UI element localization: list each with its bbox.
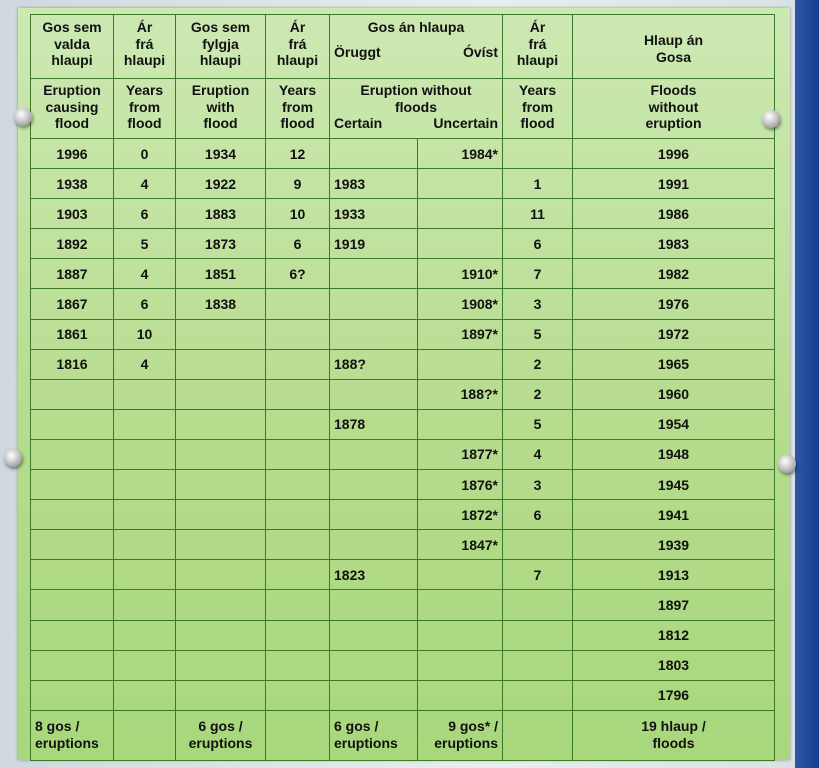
- flood-without-eruption-cell: 1986: [573, 199, 775, 229]
- eruption-uncertain-cell: [418, 620, 503, 650]
- eruption-certain-cell: [330, 590, 418, 620]
- eruption-with-flood-cell: 1934: [176, 139, 266, 169]
- header-years-from-flood-is: Ár frá hlaupi: [503, 15, 573, 79]
- eruption-causing-flood-cell: [31, 680, 114, 710]
- flood-without-eruption-cell: 1812: [573, 620, 775, 650]
- eruption-with-flood-cell: [176, 470, 266, 500]
- eruption-certain-cell: [330, 379, 418, 409]
- eruption-certain-cell: 1823: [330, 560, 418, 590]
- years-from-flood-cell: 5: [114, 229, 176, 259]
- eruption-uncertain-cell: 188?*: [418, 379, 503, 409]
- years-from-flood-cell: [266, 409, 330, 439]
- flood-without-eruption-cell: 1941: [573, 500, 775, 530]
- years-from-flood-cell: 4: [114, 259, 176, 289]
- eruption-uncertain-cell: 1897*: [418, 319, 503, 349]
- years-from-flood-cell: [266, 560, 330, 590]
- years-from-flood-cell: 5: [503, 409, 573, 439]
- flood-without-eruption-cell: 1976: [573, 289, 775, 319]
- flood-without-eruption-cell: 1996: [573, 139, 775, 169]
- years-from-flood-cell: 2: [503, 379, 573, 409]
- eruption-causing-flood-cell: 1938: [31, 169, 114, 199]
- eruption-certain-cell: [330, 439, 418, 469]
- eruption-with-flood-cell: 1851: [176, 259, 266, 289]
- eruption-certain-cell: 1933: [330, 199, 418, 229]
- years-from-flood-cell: [503, 590, 573, 620]
- eruption-causing-flood-cell: 1887: [31, 259, 114, 289]
- eruption-causing-flood-cell: 1996: [31, 139, 114, 169]
- eruption-with-flood-cell: 1873: [176, 229, 266, 259]
- header-floods-without-eruption-is: Hlaup án Gosa: [573, 15, 775, 79]
- years-from-flood-cell: [266, 590, 330, 620]
- eruption-with-flood-cell: [176, 349, 266, 379]
- years-from-flood-cell: 9: [266, 169, 330, 199]
- table-row: [31, 500, 775, 530]
- years-from-flood-cell: [114, 470, 176, 500]
- years-from-flood-cell: [114, 409, 176, 439]
- years-from-flood-cell: [114, 560, 176, 590]
- years-from-flood-cell: [266, 650, 330, 680]
- years-from-flood-cell: 10: [266, 199, 330, 229]
- years-from-flood-cell: [266, 319, 330, 349]
- years-from-flood-cell: [114, 379, 176, 409]
- eruption-uncertain-cell: 1872*: [418, 500, 503, 530]
- eruption-certain-cell: 1919: [330, 229, 418, 259]
- years-from-flood-cell: 7: [503, 560, 573, 590]
- years-from-flood-cell: 0: [114, 139, 176, 169]
- years-from-flood-cell: [114, 590, 176, 620]
- total-eruptions-certain: 6 gos / eruptions: [330, 710, 418, 760]
- eruption-flood-table-sign: [18, 8, 790, 760]
- eruption-causing-flood-cell: 1903: [31, 199, 114, 229]
- blue-frame-strip: [795, 0, 819, 768]
- header-row-english: [31, 79, 775, 139]
- header-years-from-flood-is: Ár frá hlaupi: [266, 15, 330, 79]
- eruption-with-flood-cell: [176, 560, 266, 590]
- years-from-flood-cell: [266, 289, 330, 319]
- flood-without-eruption-cell: 1913: [573, 560, 775, 590]
- years-from-flood-cell: [114, 650, 176, 680]
- years-from-flood-cell: [266, 620, 330, 650]
- eruption-causing-flood-cell: [31, 470, 114, 500]
- total-eruptions-causing-flood: 8 gos / eruptions: [31, 710, 114, 760]
- eruption-flood-table: [30, 14, 775, 761]
- eruption-certain-cell: [330, 620, 418, 650]
- table-row: [31, 590, 775, 620]
- years-from-flood-cell: 2: [503, 349, 573, 379]
- years-from-flood-cell: 3: [503, 289, 573, 319]
- eruption-causing-flood-cell: 1816: [31, 349, 114, 379]
- header-uncertain-en: Uncertain: [433, 115, 498, 131]
- eruption-uncertain-cell: [418, 650, 503, 680]
- years-from-flood-cell: [503, 680, 573, 710]
- eruption-with-flood-cell: [176, 680, 266, 710]
- table-row: [31, 289, 775, 319]
- years-from-flood-cell: [503, 650, 573, 680]
- flood-without-eruption-cell: 1948: [573, 439, 775, 469]
- total-empty-cell: [114, 710, 176, 760]
- flood-without-eruption-cell: 1982: [573, 259, 775, 289]
- flood-without-eruption-cell: 1954: [573, 409, 775, 439]
- eruption-causing-flood-cell: [31, 439, 114, 469]
- flood-without-eruption-cell: 1803: [573, 650, 775, 680]
- flood-without-eruption-cell: 1991: [573, 169, 775, 199]
- header-certain-en: Certain: [334, 115, 383, 131]
- total-empty-cell: [266, 710, 330, 760]
- years-from-flood-cell: 4: [503, 439, 573, 469]
- header-years-from-flood-en: Years from flood: [503, 79, 573, 139]
- table-row: [31, 259, 775, 289]
- eruption-causing-flood-cell: [31, 650, 114, 680]
- eruption-with-flood-cell: [176, 319, 266, 349]
- eruption-causing-flood-cell: [31, 530, 114, 560]
- flood-without-eruption-cell: 1972: [573, 319, 775, 349]
- flood-without-eruption-cell: 1939: [573, 530, 775, 560]
- total-empty-cell: [503, 710, 573, 760]
- flood-without-eruption-cell: 1796: [573, 680, 775, 710]
- years-from-flood-cell: [266, 349, 330, 379]
- eruption-uncertain-cell: 1876*: [418, 470, 503, 500]
- screw-icon: [14, 108, 32, 126]
- eruption-certain-cell: 1983: [330, 169, 418, 199]
- table-row: [31, 560, 775, 590]
- years-from-flood-cell: 6: [114, 289, 176, 319]
- table-row: [31, 199, 775, 229]
- years-from-flood-cell: [266, 530, 330, 560]
- eruption-certain-cell: 1878: [330, 409, 418, 439]
- eruption-causing-flood-cell: 1867: [31, 289, 114, 319]
- screw-icon: [762, 110, 780, 128]
- eruption-certain-cell: 188?: [330, 349, 418, 379]
- years-from-flood-cell: [114, 620, 176, 650]
- eruption-causing-flood-cell: [31, 620, 114, 650]
- years-from-flood-cell: 11: [503, 199, 573, 229]
- header-row-icelandic: [31, 15, 775, 79]
- eruption-certain-cell: [330, 680, 418, 710]
- header-eruption-with-flood-en: Eruption with flood: [176, 79, 266, 139]
- header-eruption-causing-flood-en: Eruption causing flood: [31, 79, 114, 139]
- years-from-flood-cell: [266, 439, 330, 469]
- eruption-causing-flood-cell: 1861: [31, 319, 114, 349]
- table-row: [31, 169, 775, 199]
- years-from-flood-cell: 7: [503, 259, 573, 289]
- eruption-certain-cell: [330, 500, 418, 530]
- eruption-with-flood-cell: 1838: [176, 289, 266, 319]
- eruption-certain-cell: [330, 259, 418, 289]
- eruption-with-flood-cell: [176, 650, 266, 680]
- eruption-with-flood-cell: [176, 379, 266, 409]
- eruption-certain-cell: [330, 139, 418, 169]
- years-from-flood-cell: 6: [503, 229, 573, 259]
- years-from-flood-cell: [503, 139, 573, 169]
- totals-row: [31, 710, 775, 760]
- years-from-flood-cell: [266, 500, 330, 530]
- eruption-with-flood-cell: 1883: [176, 199, 266, 229]
- screw-icon: [4, 449, 22, 467]
- table-row: [31, 530, 775, 560]
- eruption-certain-cell: [330, 470, 418, 500]
- header-certain-is: Öruggt: [334, 43, 381, 60]
- eruption-with-flood-cell: [176, 439, 266, 469]
- eruption-certain-cell: [330, 530, 418, 560]
- table-row: [31, 229, 775, 259]
- years-from-flood-cell: [114, 439, 176, 469]
- eruption-causing-flood-cell: [31, 379, 114, 409]
- eruption-uncertain-cell: 1910*: [418, 259, 503, 289]
- eruption-with-flood-cell: [176, 530, 266, 560]
- eruption-certain-cell: [330, 650, 418, 680]
- years-from-flood-cell: 5: [503, 319, 573, 349]
- table-row: [31, 319, 775, 349]
- years-from-flood-cell: [114, 500, 176, 530]
- eruption-causing-flood-cell: [31, 409, 114, 439]
- eruption-causing-flood-cell: [31, 500, 114, 530]
- total-eruptions-with-flood: 6 gos / eruptions: [176, 710, 266, 760]
- eruption-uncertain-cell: 1877*: [418, 439, 503, 469]
- header-years-from-flood-en: Years from flood: [114, 79, 176, 139]
- header-eruption-with-flood-is: Gos sem fylgja hlaupi: [176, 15, 266, 79]
- eruption-causing-flood-cell: 1892: [31, 229, 114, 259]
- years-from-flood-cell: 12: [266, 139, 330, 169]
- header-eruption-causing-flood-is: Gos sem valda hlaupi: [31, 15, 114, 79]
- years-from-flood-cell: 3: [503, 470, 573, 500]
- flood-without-eruption-cell: 1983: [573, 229, 775, 259]
- table-row: [31, 680, 775, 710]
- eruption-uncertain-cell: 1847*: [418, 530, 503, 560]
- eruption-causing-flood-cell: [31, 560, 114, 590]
- eruption-with-flood-cell: [176, 500, 266, 530]
- eruption-uncertain-cell: [418, 169, 503, 199]
- table-row: [31, 409, 775, 439]
- screw-icon: [778, 455, 796, 473]
- years-from-flood-cell: [266, 379, 330, 409]
- eruption-uncertain-cell: [418, 680, 503, 710]
- flood-without-eruption-cell: 1945: [573, 470, 775, 500]
- years-from-flood-cell: 6?: [266, 259, 330, 289]
- eruption-uncertain-cell: [418, 409, 503, 439]
- years-from-flood-cell: 6: [503, 500, 573, 530]
- header-uncertain-is: Óvíst: [462, 43, 498, 60]
- total-eruptions-uncertain: 9 gos* / eruptions: [418, 710, 503, 760]
- flood-without-eruption-cell: 1897: [573, 590, 775, 620]
- table-row: [31, 439, 775, 469]
- years-from-flood-cell: 6: [114, 199, 176, 229]
- eruption-uncertain-cell: [418, 199, 503, 229]
- years-from-flood-cell: 10: [114, 319, 176, 349]
- eruption-uncertain-cell: [418, 349, 503, 379]
- eruption-uncertain-cell: [418, 229, 503, 259]
- years-from-flood-cell: 4: [114, 169, 176, 199]
- table-row: [31, 379, 775, 409]
- table-row: [31, 620, 775, 650]
- years-from-flood-cell: [503, 620, 573, 650]
- eruption-uncertain-cell: 1908*: [418, 289, 503, 319]
- flood-without-eruption-cell: 1965: [573, 349, 775, 379]
- table-row: [31, 650, 775, 680]
- table-row: [31, 470, 775, 500]
- eruption-uncertain-cell: [418, 560, 503, 590]
- header-floods-without-eruption-en: Floods without eruption: [573, 79, 775, 139]
- years-from-flood-cell: 4: [114, 349, 176, 379]
- eruption-certain-cell: [330, 289, 418, 319]
- eruption-with-flood-cell: [176, 620, 266, 650]
- eruption-certain-cell: [330, 319, 418, 349]
- years-from-flood-cell: 1: [503, 169, 573, 199]
- years-from-flood-cell: 6: [266, 229, 330, 259]
- header-years-from-flood-en: Years from flood: [266, 79, 330, 139]
- eruption-with-flood-cell: [176, 409, 266, 439]
- eruption-with-flood-cell: 1922: [176, 169, 266, 199]
- header-years-from-flood-is: Ár frá hlaupi: [114, 15, 176, 79]
- years-from-flood-cell: [266, 470, 330, 500]
- eruption-causing-flood-cell: [31, 590, 114, 620]
- flood-without-eruption-cell: 1960: [573, 379, 775, 409]
- years-from-flood-cell: [114, 680, 176, 710]
- years-from-flood-cell: [266, 680, 330, 710]
- table-row: [31, 349, 775, 379]
- header-eruption-without-flood-is: Gos án hlaupa Öruggt Óvíst: [330, 15, 503, 79]
- eruption-with-flood-cell: [176, 590, 266, 620]
- table-row: [31, 139, 775, 169]
- years-from-flood-cell: [114, 530, 176, 560]
- eruption-uncertain-cell: 1984*: [418, 139, 503, 169]
- header-eruption-without-floods-en: Eruption without floods Certain Uncertain: [330, 79, 503, 139]
- eruption-uncertain-cell: [418, 590, 503, 620]
- years-from-flood-cell: [503, 530, 573, 560]
- total-floods-without-eruption: 19 hlaup / floods: [573, 710, 775, 760]
